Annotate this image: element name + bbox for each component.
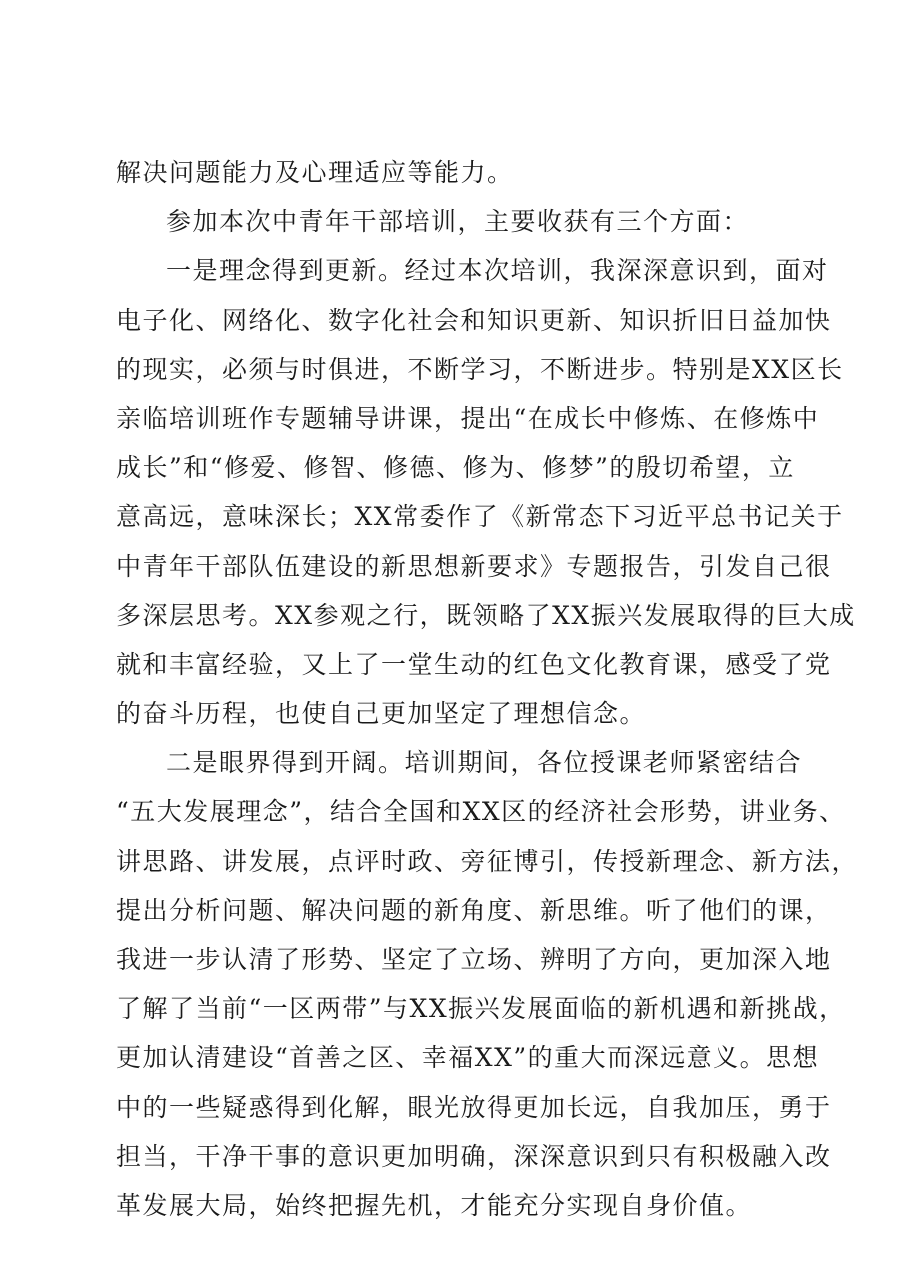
text-line: 成长”和“修爱、修智、修德、修为、修梦”的殷切希望，立 <box>116 453 795 483</box>
text-line: 的奋斗历程，也使自己更加坚定了理想信念。 <box>116 699 647 729</box>
text-line: 多深层思考。XX参观之行，既领略了XX振兴发展取得的巨大成 <box>116 600 856 630</box>
text-line: 参加本次中青年干部培训，主要收获有三个方面： <box>166 207 750 237</box>
text-line: 电子化、网络化、数字化社会和知识更新、知识折旧日益加快 <box>116 305 832 335</box>
document-body <box>116 148 859 1230</box>
text-line: 的现实，必须与时俱进，不断学习，不断进步。特别是XX区长 <box>116 354 844 384</box>
text-line: 了解了当前“一区两带”与XX振兴发展面临的新机遇和新挑战， <box>116 994 846 1024</box>
text-line: 二是眼界得到开阔。培训期间，各位授课老师紧密结合 <box>166 748 803 778</box>
text-line: 解决问题能力及心理适应等能力。 <box>116 158 514 187</box>
text-line: “五大发展理念”，结合全国和XX区的经济社会形势，讲业务、 <box>116 797 846 827</box>
text-line: 革发展大局，始终把握先机，才能充分实现自身价值。 <box>116 1190 753 1220</box>
text-line: 我进一步认清了形势、坚定了立场、辨明了方向，更加深入地 <box>116 945 832 974</box>
text-line: 意高远，意味深长；XX常委作了《新常态下习近平总书记关于 <box>116 502 844 532</box>
text-line: 担当，干净干事的意识更加明确，深深意识到只有积极融入改 <box>116 1141 832 1171</box>
text-line: 一是理念得到更新。经过本次培训，我深深意识到，面对 <box>166 256 829 286</box>
text-line: 提出分析问题、解决问题的新角度、新思维。听了他们的课， <box>116 895 832 925</box>
text-line: 中的一些疑惑得到化解，眼光放得更加长远，自我加压，勇于 <box>116 1092 832 1122</box>
text-line: 中青年干部队伍建设的新思想新要求》专题报告，引发自己很 <box>116 551 832 581</box>
text-line: 亲临培训班作专题辅导讲课，提出“在成长中修炼、在修炼中 <box>116 403 820 433</box>
text-line: 更加认清建设“首善之区、幸福XX”的重大而深远意义。思想 <box>116 1043 820 1073</box>
text-line: 就和丰富经验，又上了一堂生动的红色文化教育课，感受了党 <box>116 649 832 679</box>
text-line: 讲思路、讲发展，点评时政、旁征博引，传授新理念、新方法， <box>116 846 859 876</box>
